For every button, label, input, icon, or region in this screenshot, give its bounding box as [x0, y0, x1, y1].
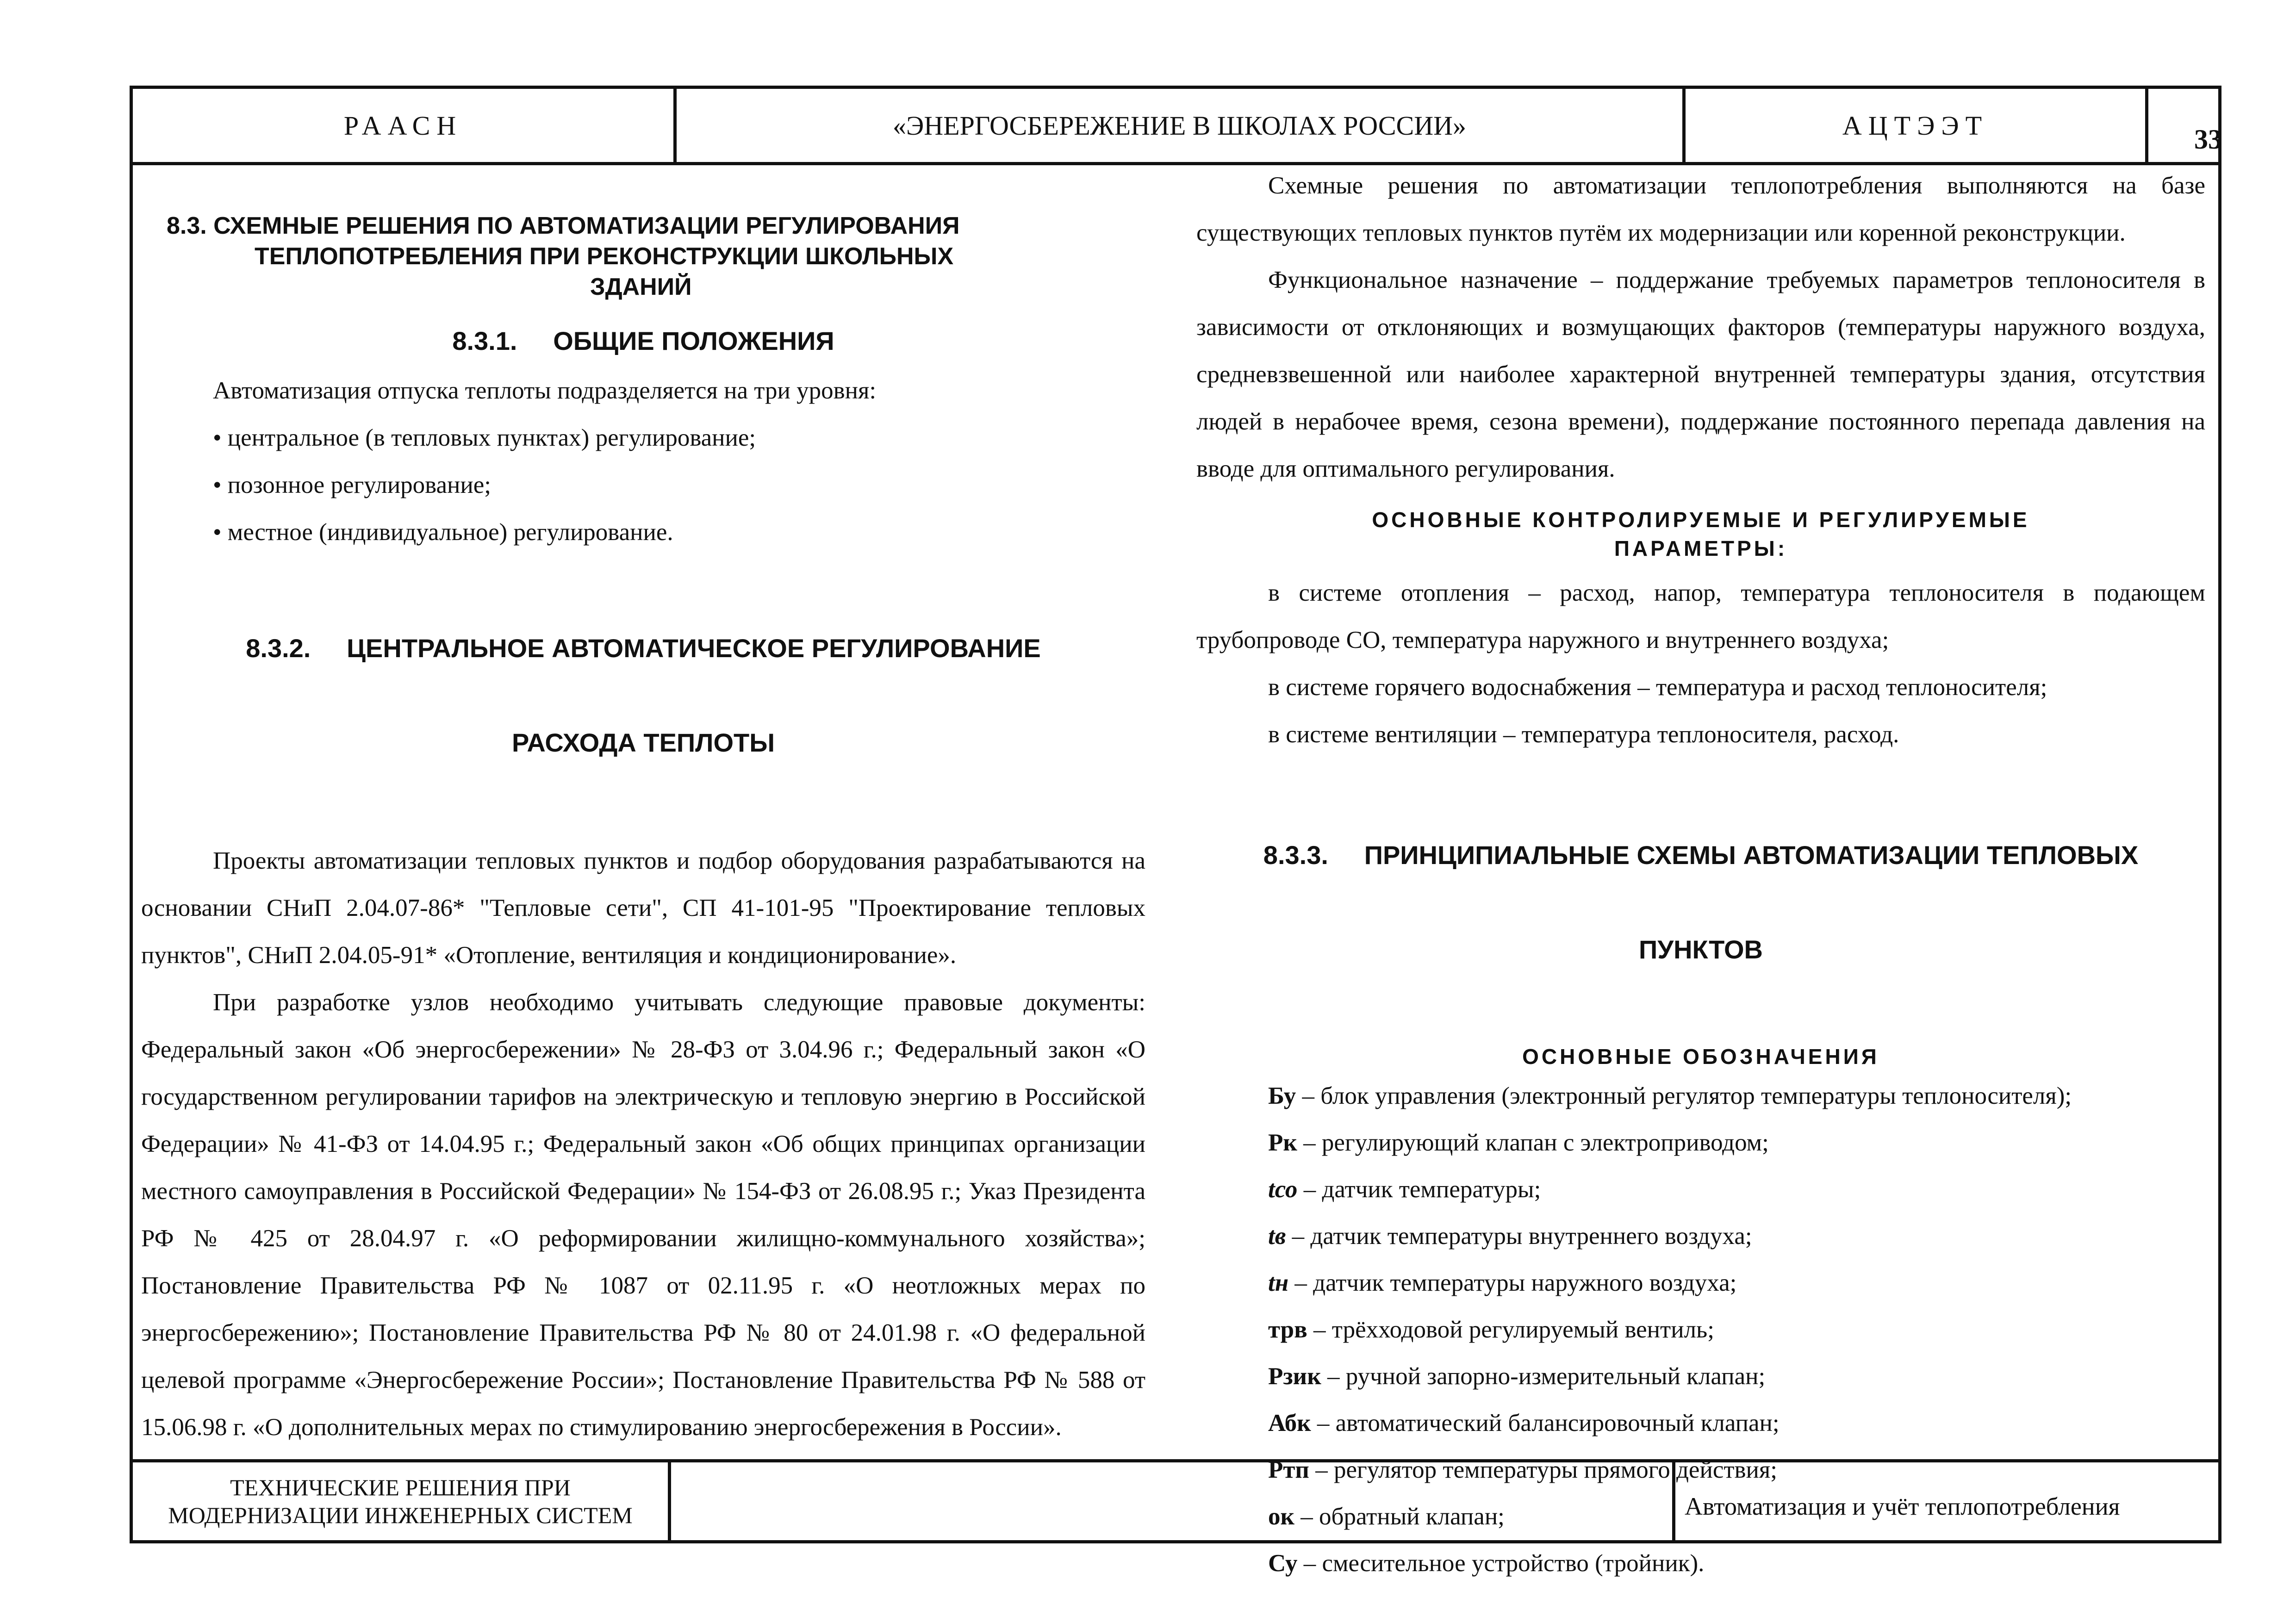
- legend-item: [1196, 1540, 2205, 1587]
- legend-item: [1196, 1400, 2205, 1447]
- legend-term: Су: [1268, 1550, 1298, 1577]
- legend-desc: – смесительное устройство (тройник).: [1297, 1550, 1705, 1577]
- legend-desc: – датчик температуры;: [1297, 1176, 1541, 1203]
- right-column: [1196, 162, 2205, 1587]
- section-heading: [167, 211, 1145, 302]
- subsection-heading-2-line1: 8.3.2. ЦЕНТРАЛЬНОЕ АВТОМАТИЧЕСКОЕ РЕГУЛИРОВАНИЕ: [246, 634, 1041, 663]
- level-item: • позонное регулирование;: [213, 472, 492, 498]
- legend-item: [1196, 1306, 2205, 1353]
- legend-desc: – регулирующий клапан с электроприводом;: [1297, 1129, 1769, 1156]
- param-item: в системе горячего водоснабжения – температура и расход теплоносителя;: [1268, 674, 2047, 701]
- header-bar: [133, 89, 2222, 165]
- legend-term: Абк: [1268, 1410, 1311, 1436]
- legend-item: [1196, 1166, 2205, 1213]
- paragraph: Функциональное назначение – поддержание требуемых параметров теплоносителя в зависимости от отклоняющих и возмущающих факторов (температуры наружного воздуха, средневзвешенной или наиболее характерной внутренней температуры здания, отсутствия людей в нерабочее время, сезона времени), поддержание постоянного перепада давления на вводе для оптимального регулирования.: [1196, 267, 2205, 482]
- subsection-heading-3: [1196, 777, 2205, 1028]
- section-heading-line3: ЗДАНИЙ: [590, 274, 692, 300]
- legend-term: Бу: [1268, 1082, 1296, 1109]
- footer-left-line2: МОДЕРНИЗАЦИИ ИНЖЕНЕРНЫХ СИСТЕМ: [168, 1502, 633, 1528]
- level-item: • местное (индивидуальное) регулирование.: [213, 519, 673, 546]
- left-column: [141, 211, 1145, 1451]
- legend-term: tв: [1268, 1223, 1286, 1250]
- legend-term: Рзик: [1268, 1363, 1321, 1390]
- legend-item: [1196, 1213, 2205, 1260]
- legend-term: tн: [1268, 1269, 1289, 1296]
- section-heading-line2: ТЕПЛОПОТРЕБЛЕНИЯ ПРИ РЕКОНСТРУКЦИИ ШКОЛЬНЫХ: [255, 243, 954, 270]
- paragraph: Схемные решения по автоматизации теплопотребления выполняются на базе существующих тепловых пунктов путём их модернизации или коренной реконструкции.: [1196, 172, 2205, 246]
- legend-desc: – датчик температуры внутреннего воздуха;: [1286, 1223, 1752, 1250]
- legend-item: [1196, 1353, 2205, 1400]
- legend-term: ок: [1268, 1503, 1295, 1530]
- page-number: 33: [2194, 124, 2222, 155]
- subsection-heading-2-line2: РАСХОДА ТЕПЛОТЫ: [511, 728, 775, 757]
- legend-heading: ОСНОВНЫЕ ОБОЗНАЧЕНИЯ: [1522, 1045, 1879, 1069]
- legend-term: Ртп: [1268, 1456, 1309, 1483]
- paragraph: Проекты автоматизации тепловых пунктов и подбор оборудования разрабатываются на основании СНиП 2.04.07-86* "Тепловые сети", СП 41-101-95 "Проектирование тепловых пунктов", СНиП 2.04.05-91* «Отопление, вентиляция и кондиционирование».: [141, 847, 1145, 969]
- levels-intro: Автоматизация отпуска теплоты подразделяется на три уровня:: [213, 377, 877, 404]
- subsection-heading-3-line2: ПУНКТОВ: [1639, 935, 1763, 964]
- section-heading-line1: 8.3. СХЕМНЫЕ РЕШЕНИЯ ПО АВТОМАТИЗАЦИИ РЕГУЛИРОВАНИЯ: [167, 212, 960, 239]
- params-heading-line1: ОСНОВНЫЕ КОНТРОЛИРУЕМЫЕ И РЕГУЛИРУЕМЫЕ: [1372, 508, 2030, 532]
- legend-term: tсо: [1268, 1176, 1298, 1203]
- level-item: • центральное (в тепловых пунктах) регулирование;: [213, 424, 756, 451]
- subsection-heading-2: [141, 570, 1145, 821]
- legend-list: [1196, 1073, 2205, 1587]
- legend-desc: – обратный клапан;: [1294, 1503, 1505, 1530]
- legend-desc: – ручной запорно-измерительный клапан;: [1321, 1363, 1766, 1390]
- footer-right: Автоматизация и учёт теплопотребления: [1685, 1492, 2120, 1520]
- legend-item: [1196, 1493, 2205, 1540]
- paragraph: При разработке узлов необходимо учитывать следующие правовые документы: Федеральный закон «Об энергосбережении» № 28-ФЗ от 3.04.96 г.; Федеральный закон «О государственном регулировании тарифов на электрическую и тепловую энергию в Российской Федерации» № 41-ФЗ от 14.04.95 г.; Федеральный закон «Об общих принципах организации местного самоуправления в Российской Федерации» № 154-ФЗ от 26.08.95 г.; Указ Президента РФ № 425 от 28.04.97 г. «О реформировании жилищно-коммунального хозяйства»; Постановление Правительства РФ № 1087 от 02.11.95 г. «О неотложных мерах по энергосбережению»; Постановление Правительства РФ № 80 от 24.01.98 г. «О федеральной целевой программе «Энергосбережение России»; Постановление Правительства РФ № 588 от 15.06.98 г. «О дополнительных мерах по стимулированию энергосбережения в России».: [141, 989, 1145, 1441]
- legend-desc: – регулятор температуры прямого действия;: [1309, 1456, 1777, 1483]
- header-title: «ЭНЕРГОСБЕРЕЖЕНИЕ В ШКОЛАХ РОССИИ»: [677, 89, 1686, 162]
- legend-desc: – автоматический балансировочный клапан;: [1311, 1410, 1780, 1436]
- subsection-heading-3-line1: 8.3.3. ПРИНЦИПИАЛЬНЫЕ СХЕМЫ АВТОМАТИЗАЦИИ ТЕПЛОВЫХ: [1263, 840, 2139, 870]
- legend-desc: – трёхходовой регулируемый вентиль;: [1307, 1316, 1714, 1343]
- footer-left: [133, 1462, 671, 1540]
- header-org2: АЦТЭЭТ: [1686, 89, 2148, 162]
- legend-item: [1196, 1119, 2205, 1166]
- params-heading: [1196, 505, 2205, 563]
- param-item: в системе отопления – расход, напор, температура теплоносителя в подающем трубопроводе СО, температура наружного и внутреннего воздуха;: [1196, 579, 2205, 653]
- footer-left-line1: ТЕХНИЧЕСКИЕ РЕШЕНИЯ ПРИ: [230, 1474, 571, 1500]
- params-heading-line2: ПАРАМЕТРЫ:: [1614, 536, 1788, 560]
- header-org: РААСН: [133, 89, 677, 162]
- legend-desc: – датчик температуры наружного воздуха;: [1288, 1269, 1737, 1296]
- legend-item: [1196, 1260, 2205, 1306]
- legend-term: Рк: [1268, 1129, 1297, 1156]
- subsection-heading-1: 8.3.1. ОБЩИЕ ПОЛОЖЕНИЯ: [452, 326, 834, 355]
- legend-term: трв: [1268, 1316, 1307, 1343]
- param-item: в системе вентиляции – температура теплоносителя, расход.: [1268, 721, 1899, 748]
- legend-desc: – блок управления (электронный регулятор температуры теплоносителя);: [1296, 1082, 2072, 1109]
- legend-item: [1196, 1447, 2205, 1493]
- legend-item: [1196, 1073, 2205, 1119]
